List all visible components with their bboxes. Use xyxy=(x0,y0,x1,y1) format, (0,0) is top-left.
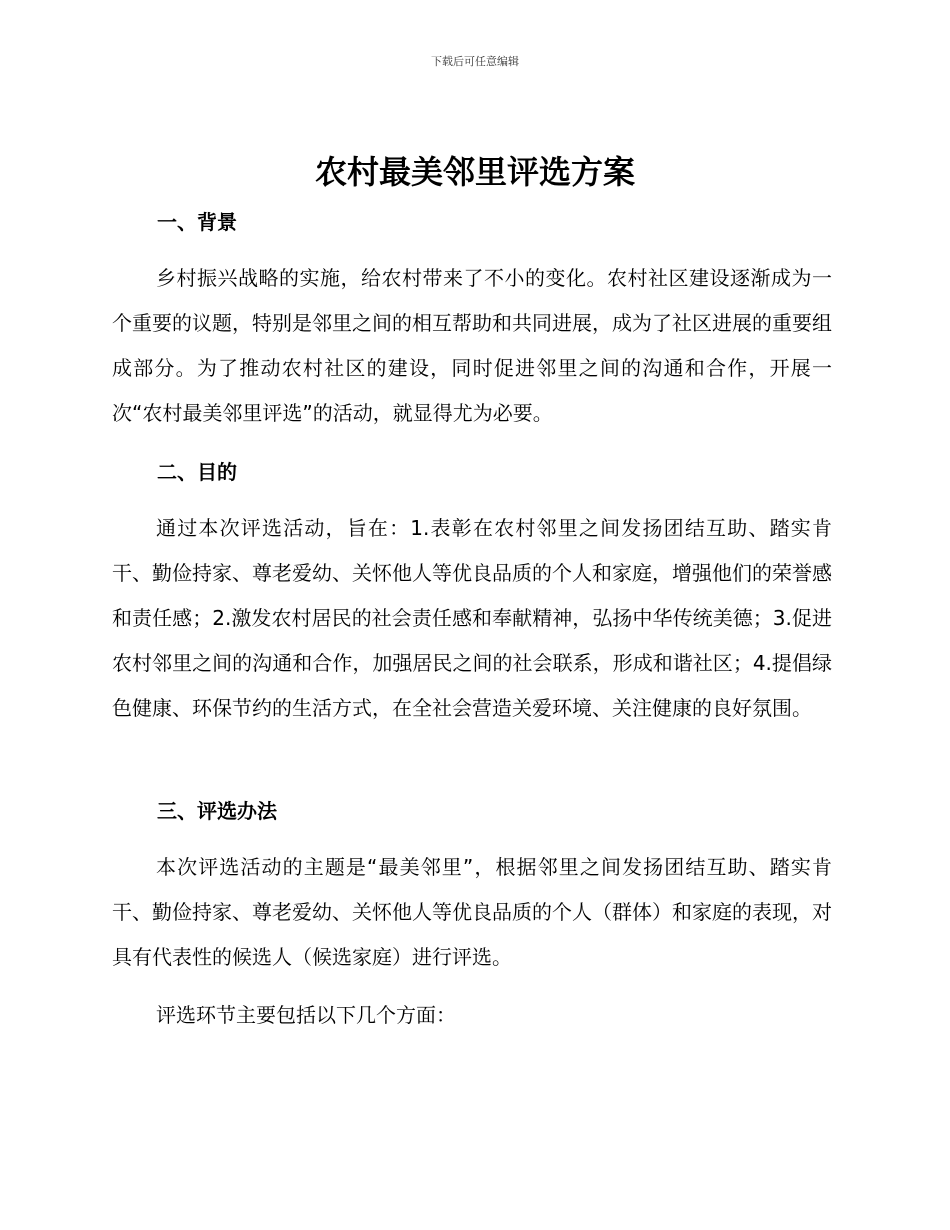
section-paragraph-selection-steps: 评选环节主要包括以下几个方面： xyxy=(156,1003,456,1027)
section-heading-purpose: 二、目的 xyxy=(157,460,237,484)
document-title: 农村最美邻里评选方案 xyxy=(314,153,635,191)
section-heading-selection-method: 三、评选办法 xyxy=(157,799,277,823)
section-paragraph-background: 乡村振兴战略的实施，给农村带来了不小的变化。农村社区建设逐渐成为一个重要的议题，特别是邻里之间的相互帮助和共同进展，成为了社区进展的重要组成部分。为了推动农村社区的建设，同时促进邻里之间的沟通和合作，开展一次“农村最美邻里评选”的活动，就显得尤为必要。 xyxy=(112,266,832,425)
header-note: 下载后可任意编辑 xyxy=(431,55,519,68)
section-paragraph-purpose: 通过本次评选活动，旨在：1.表彰在农村邻里之间发扬团结互助、踏实肯干、勤俭持家、尊老爱幼、关怀他人等优良品质的个人和家庭，增强他们的荣誉感和责任感；2.激发农村居民的社会责任感和奉献精神，弘扬中华传统美德；3.促进农村邻里之间的沟通和合作，加强居民之间的社会联系，形成和谐社区；4.提倡绿色健康、环保节约的生活方式，在全社会营造关爱环境、关注健康的良好氛围。 xyxy=(112,516,832,720)
section-paragraph-selection-method: 本次评选活动的主题是“最美邻里”，根据邻里之间发扬团结互助、踏实肯干、勤俭持家、尊老爱幼、关怀他人等优良品质的个人（群体）和家庭的表现，对具有代表性的候选人（候选家庭）进行评选。 xyxy=(112,855,832,969)
section-heading-background: 一、背景 xyxy=(157,210,237,234)
